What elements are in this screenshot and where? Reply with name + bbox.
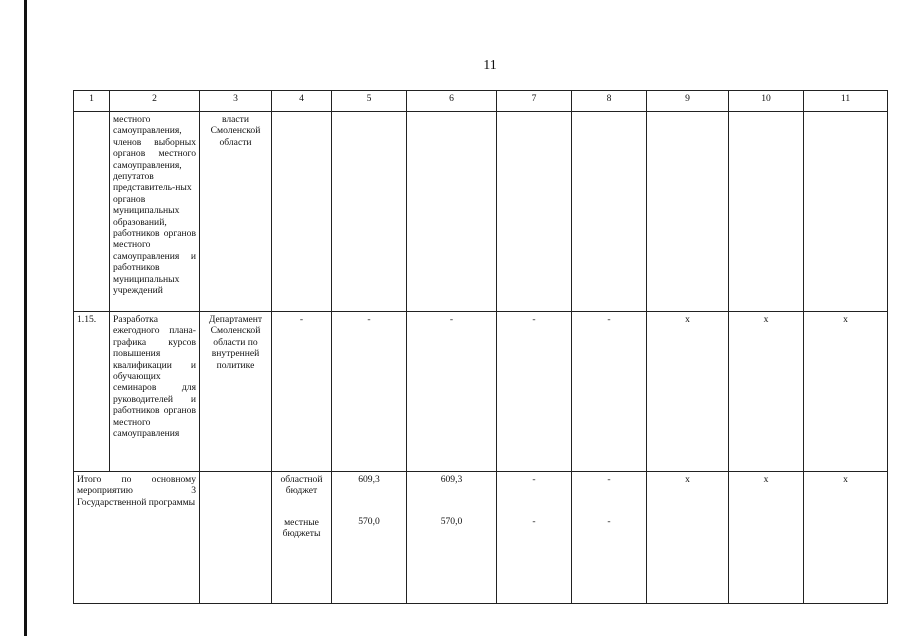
table-cell	[74, 112, 110, 312]
value-cell: х	[729, 472, 804, 604]
header-cell: 3	[200, 91, 272, 112]
header-cell: 11	[804, 91, 888, 112]
activity-description: местного самоуправления, членов выборных органов местного самоуправления, депутатов представитель-ных органов муниципальных образований, работников органов местного самоуправления и работников муниципальных учреждений	[110, 112, 200, 312]
value-local: -	[607, 516, 611, 528]
value-local: 570,0	[358, 516, 380, 528]
table-row-continuation	[74, 112, 888, 312]
header-cell: 9	[647, 91, 729, 112]
row-number: 1.15.	[74, 312, 110, 472]
executor: власти Смоленской области	[200, 112, 272, 312]
header-row	[74, 91, 888, 112]
total-label: Итого по основному мероприятию 3 Государственной программы	[74, 472, 200, 604]
value-cell	[407, 472, 497, 604]
value-regional: -	[607, 474, 611, 485]
table-cell	[200, 472, 272, 604]
table-cell	[572, 112, 647, 312]
header-cell: 7	[497, 91, 572, 112]
value-local: -	[532, 516, 536, 528]
source-local: местные бюджеты	[282, 516, 321, 540]
value-cell: х	[647, 312, 729, 472]
header-cell: 5	[332, 91, 407, 112]
table-cell	[647, 112, 729, 312]
value-regional: 609,3	[440, 474, 463, 485]
value-cell: х	[647, 472, 729, 604]
funding-source	[272, 472, 332, 604]
table-cell	[332, 112, 407, 312]
header-cell: 4	[272, 91, 332, 112]
value-cell: -	[332, 312, 407, 472]
value-cell: х	[804, 472, 888, 604]
table-row-total	[74, 472, 888, 604]
header-cell: 10	[729, 91, 804, 112]
page-number: 11	[483, 58, 497, 73]
header-cell: 1	[74, 91, 110, 112]
table-cell	[804, 112, 888, 312]
value-cell: -	[572, 312, 647, 472]
table-cell	[497, 112, 572, 312]
program-table	[73, 90, 888, 604]
value-cell	[497, 472, 572, 604]
header-cell: 8	[572, 91, 647, 112]
table-cell	[729, 112, 804, 312]
table-cell	[407, 112, 497, 312]
table-row-1-15	[74, 312, 888, 472]
source-regional: областной бюджет	[280, 474, 323, 497]
value-cell: х	[804, 312, 888, 472]
value-regional: 609,3	[358, 474, 380, 485]
value-cell: -	[497, 312, 572, 472]
table-cell	[272, 112, 332, 312]
value-cell: -	[272, 312, 332, 472]
value-regional: -	[532, 474, 536, 485]
page-left-border	[24, 0, 27, 636]
executor: Департамент Смоленской области по внутренней политике	[200, 312, 272, 472]
value-cell: -	[407, 312, 497, 472]
value-cell	[332, 472, 407, 604]
value-local: 570,0	[440, 516, 463, 528]
header-cell: 6	[407, 91, 497, 112]
header-cell: 2	[110, 91, 200, 112]
value-cell	[572, 472, 647, 604]
value-cell: х	[729, 312, 804, 472]
activity-description: Разработка ежегодного плана-графика курсов повышения квалификации и обучающих семинаров для руководителей и работников органов местного самоуправления	[110, 312, 200, 472]
